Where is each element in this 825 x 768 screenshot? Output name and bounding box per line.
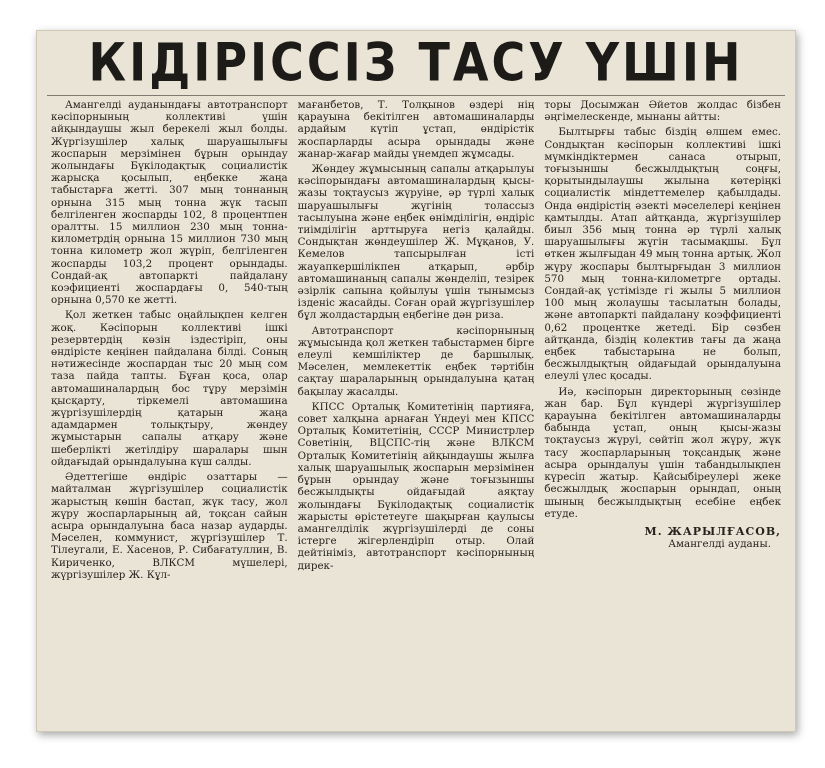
paragraph: Қол жеткен табыс оңайлықпен келген жоқ. Кәсіпорын коллективі ішкі резервтердің көзін іздестіріп, оны өндірісте кеңінен пайдалана білді. Соның нәтижесінде жоспардан тыс 20 мың сом таза пайда тапты. Бұған қоса, олар автомашиналардың бос тұру мерзімін қысқарту, тіркемелі автомашина жүргізушілердің қатарын жаңа адамдармен толықтыру, жөндеу жұмыстарын сапалы атқару және шеберлікті жетілдіру шаралары шын ойдағыдай орындалуына күш салды. bbox=[51, 309, 288, 468]
paragraph: Автотранспорт кәсіпорнының жұмысында қол жеткен табыстармен бірге елеулі кемшіліктер де баршылық. Мәселен, мемлекеттік еңбек тәртібін сақтау шараларының орындалуына қатаң бақылау жасалды. bbox=[297, 324, 535, 398]
headline: КІДІРІССІЗ ТАСУ ҮШІН bbox=[88, 30, 744, 94]
paragraph: Жөндеу жұмысының сапалы атқарылуы кәсіпорындағы автомашиналардың қысы-жазы тоқтаусыз жүруіне, әр түрлі халық шаруашылығы жүгінің толассыз тасылуына және еңбек өнімділігін, өндіріс тиімділігін арттыруға негіз қалайды. Сондықтан жөндеушілер Ж. Мұқанов, У. Кемелов тапсырылған істі жауапкершілікпен атқарып, әрбір автомашинаның сапалы жөнделіп, тезірек әзірлік сапына қойылуы үшін тынымсыз ізденіс жасайды. Соған орай жүргізушілер бұл жолдастардың еңбегіне дән риза. bbox=[297, 163, 535, 322]
paragraph: КПСС Орталық Комитетінің партияға, совет халқына арнаған Үндеуі мен КПСС Орталық Комитетінің, СССР Министрлер Советінің, ВЦСПС-тің және ВЛКСМ Орталық Комитетінің айқындаушы жылға халық шаруашылық жоспарын мерзімінен бұрын орындау және тоғызыншы бесжылдықты ойдағыдай аяқтау жолындағы Бүкілодақтық социалистік жарысты өрістетеуге шақырған қаулысы амангелділік жүргізушілерді де соны істерге жігерлендіріп отыр. Олай дейтініміз, автотранспорт кәсіпорнының дирек- bbox=[297, 400, 535, 572]
column-3 bbox=[544, 99, 781, 729]
column-2 bbox=[298, 99, 535, 729]
author-signature: М. ЖАРЫЛҒАСОВ, bbox=[644, 524, 782, 538]
paragraph: Әдеттегіше өндіріс озаттары — майталман жүргізушілер социалистік жарыстың көшін бастап, жүк тасу, жол жүру жоспарларының ай, тоқсан сайын асыра орындалуына баса назар аударды. Мәселен, коммунист, жүргізушілер Т. Тілеугали, Е. Хасенов, Р. Сибағатуллин, В. Кириченко, ВЛКСМ мүшелері, жүргізушілер Ж. Кұл- bbox=[51, 471, 288, 581]
paragraph: мағанбетов, Т. Толқынов өздері нің қарауына бекітілген автомашиналарды ардайым күтіп ұстап, өндірістік жоспарларды асыра орындады және жанар-жағар майды үнемдеп жұмсады. bbox=[297, 99, 535, 160]
newspaper-clipping bbox=[36, 30, 796, 732]
paragraph: Амангелді ауданындағы автотранспорт кәсіпорнының коллективі үшін айқындаушы жыл берекелі жыл болды. Жүргізушілер халық шаруашылығы жоспарын мерзімінен бұрын орындау жолындағы Бүкілодақтық социалистік жарысқа қосылып, еңбекке жаңа табыстарға жетті. 307 мың тоннаның орнына 315 мың тонна жүк тасып белгіленген жоспарды 102, 8 процентпен оралтты. 15 миллион 230 мың тонна-километрдің орнына 15 миллион 730 мың тонна километр жол жүріп, белгіленген жоспарды 103,2 процент орындады. Сондай-ақ автопарктi пайдалану коэфициенті жоспардағы 0, 540-тың орнына 0,570 ке жетті. bbox=[51, 99, 288, 307]
author-location: Амангелді ауданы. bbox=[668, 538, 772, 551]
paragraph: Былтырғы табыс біздің өлшем емес. Сондықтан кәсіпорын коллективі ішкі мүмкіндіктермен санаса отырып, тоғызыншы бесжылдықтың соңғы, қорытындылаушы жылына көтеріңкі социалистік міндеттемелер қабылдады. Онда өндірістің әзекті мәселелері кеңінен қамтылды. Атап айтқанда, жүргізушілер биыл 356 мың тонна әр түрлі халық шаруашылығы жүгін тасымақшы. Бұл өткен жылғыдан 49 мың тонна артық. Жол жүру жоспары былтырғыдан 3 миллион 570 мың тонна-километрге ортады. Сондай-ақ үстімізде гі жылы 5 миллион 100 мың жолаушы тасылатын болады, және автопаркті пайдалану коэффициенті 0,62 процентке жетеді. Бір сөзбен айтқанда, біздің колектив тағы да жаңа еңбек табыстарына не болып, бесжылдықтың ойдағыдай орындалуына елеулі үлес қосады. bbox=[544, 126, 782, 383]
headline-rule bbox=[47, 95, 785, 96]
paragraph: Иә, кәсіпорын директорының сөзінде жан бар. Бұл күндері жүргізушілер қарауына бекітілген автомашиналарды бабында ұстап, оның қысы-жазы тоқтаусыз жүруі, сөйтіп жол жүру, жүк тасу жоспарларының тоқсандық және асыра орындалуы үшін табандылықпен күресіп жатыр. Қайсыбіреулері жеке бесжылдық жоспарын орындап, оның шының бесжылдықтың есебіне еңбек етуде. bbox=[544, 385, 782, 520]
column-1 bbox=[51, 99, 288, 729]
paragraph: торы Досымжан Әйетов жолдас бізбен әңгімелескенде, мынаны айтты: bbox=[544, 99, 782, 124]
article-columns bbox=[51, 99, 781, 729]
